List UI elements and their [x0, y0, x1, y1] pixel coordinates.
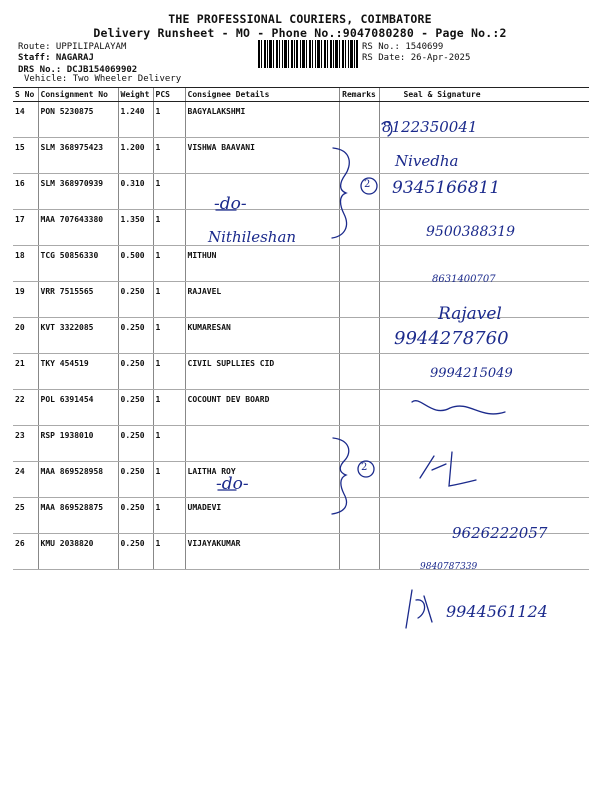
cell-pcs: 1	[153, 462, 185, 498]
cell-consignment: RSP 1938010	[38, 426, 118, 462]
handwritten-phone-20: 9994215049	[430, 366, 513, 381]
cell-consignee: UMADEVI	[185, 498, 339, 534]
col-sno: S No	[13, 88, 38, 102]
cell-consignment: VRR 7515565	[38, 282, 118, 318]
handwritten-phone-15: 9345166811	[392, 178, 501, 198]
handwritten-name-17: Nithileshan	[208, 228, 297, 246]
cell-weight: 0.250	[118, 318, 153, 354]
cell-weight: 0.250	[118, 498, 153, 534]
cell-consignee: VIJAYAKUMAR	[185, 534, 339, 570]
cell-consignee: RAJAVEL	[185, 282, 339, 318]
handwritten-ditto-16: -do-	[214, 194, 247, 214]
cell-pcs: 1	[153, 390, 185, 426]
cell-consignment: KVT 3322085	[38, 318, 118, 354]
cell-sno: 21	[13, 354, 38, 390]
cell-pcs: 1	[153, 318, 185, 354]
cell-pcs: 1	[153, 534, 185, 570]
brace-count-22-23: 2	[361, 462, 368, 473]
cell-weight: 0.250	[118, 282, 153, 318]
col-pcs: PCS	[153, 88, 185, 102]
cell-consignment: TCG 50856330	[38, 246, 118, 282]
handwritten-phone-19: 9944278760	[394, 328, 509, 349]
cell-sno: 15	[13, 138, 38, 174]
cell-weight: 0.250	[118, 390, 153, 426]
cell-pcs: 1	[153, 246, 185, 282]
vehicle-label: Vehicle: Two Wheeler Delivery	[24, 74, 182, 84]
cell-weight: 0.250	[118, 426, 153, 462]
cell-weight: 1.240	[118, 102, 153, 138]
col-weight: Weight	[118, 88, 153, 102]
cell-consignment: SLM 368970939	[38, 174, 118, 210]
handwritten-phone-24: 9626222057	[452, 524, 548, 542]
cell-consignment: POL 6391454	[38, 390, 118, 426]
cell-consignee: CIVIL SUPLLIES CID	[185, 354, 339, 390]
cell-consignment: PON 5230875	[38, 102, 118, 138]
handwritten-phone-17: 9500388319	[426, 224, 516, 240]
col-remarks: Remarks	[339, 88, 379, 102]
handwritten-phone-18: 8631400707	[432, 274, 496, 285]
col-consignment: Consignment No	[38, 88, 118, 102]
handwritten-phone-26: 9944561124	[446, 602, 548, 621]
handwritten-name-15: Nivedha	[395, 152, 459, 170]
cell-consignee: COCOUNT DEV BOARD	[185, 390, 339, 426]
cell-pcs: 1	[153, 174, 185, 210]
cell-sno: 19	[13, 282, 38, 318]
cell-weight: 1.200	[118, 138, 153, 174]
cell-consignee: BAGYALAKSHMI	[185, 102, 339, 138]
cell-sno: 25	[13, 498, 38, 534]
cell-consignment: KMU 2038820	[38, 534, 118, 570]
handwritten-ditto-23: -do-	[216, 474, 249, 494]
cell-pcs: 1	[153, 426, 185, 462]
page-subtitle: Delivery Runsheet - MO - Phone No.:9047080280 - Page No.:2	[93, 26, 507, 40]
drs-number: DRS No.: DCJB154069902	[18, 65, 138, 75]
cell-sno: 23	[13, 426, 38, 462]
cell-pcs: 1	[153, 354, 185, 390]
cell-weight: 0.250	[118, 534, 153, 570]
handwritten-name-19: Rajavel	[438, 304, 502, 324]
handwritten-phone-25: 9840787339	[420, 562, 478, 572]
cell-consignment: SLM 368975423	[38, 138, 118, 174]
cell-weight: 0.500	[118, 246, 153, 282]
cell-sno: 24	[13, 462, 38, 498]
cell-weight: 0.250	[118, 462, 153, 498]
cell-pcs: 1	[153, 498, 185, 534]
brace-count-15-16: 2	[364, 179, 371, 190]
staff-label: Staff: NAGARAJ	[18, 53, 94, 63]
page-title: THE PROFESSIONAL COURIERS, COIMBATORE	[168, 12, 432, 26]
cell-sno: 14	[13, 102, 38, 138]
handwritten-phone-14: 8122350041	[382, 118, 478, 136]
cell-consignment: MAA 869528875	[38, 498, 118, 534]
cell-sno: 17	[13, 210, 38, 246]
cell-consignee: MITHUN	[185, 246, 339, 282]
cell-consignee: LAITHA ROY	[185, 462, 339, 498]
col-consignee: Consignee Details	[185, 88, 339, 102]
cell-pcs: 1	[153, 282, 185, 318]
cell-pcs: 1	[153, 210, 185, 246]
cell-sno: 20	[13, 318, 38, 354]
cell-weight: 0.310	[118, 174, 153, 210]
cell-consignee: KUMARESAN	[185, 318, 339, 354]
cell-weight: 1.350	[118, 210, 153, 246]
cell-consignment: TKY 454519	[38, 354, 118, 390]
cell-weight: 0.250	[118, 354, 153, 390]
cell-pcs: 1	[153, 138, 185, 174]
cell-sno: 26	[13, 534, 38, 570]
cell-consignee: VISHWA BAAVANI	[185, 138, 339, 174]
cell-consignment: MAA 707643380	[38, 210, 118, 246]
cell-sno: 18	[13, 246, 38, 282]
rs-date: RS Date: 26-Apr-2025	[362, 53, 471, 63]
rs-number: RS No.: 1540699	[362, 42, 444, 52]
route-label: Route: UPPILIPALAYAM	[18, 42, 127, 52]
cell-sno: 16	[13, 174, 38, 210]
col-signature: Seal & Signature	[379, 88, 589, 102]
cell-pcs: 1	[153, 102, 185, 138]
cell-consignment: MAA 869528958	[38, 462, 118, 498]
cell-sno: 22	[13, 390, 38, 426]
